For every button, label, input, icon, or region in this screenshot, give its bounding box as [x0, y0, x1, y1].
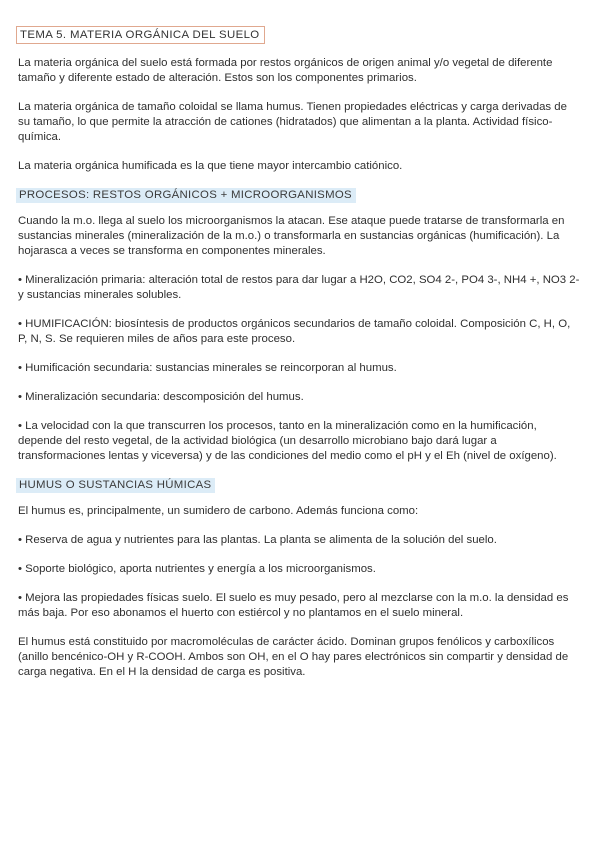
document-title: TEMA 5. MATERIA ORGÁNICA DEL SUELO [16, 26, 265, 44]
bullet-paragraph: • Mejora las propiedades físicas suelo. El suelo es muy pesado, pero al mezclarse con la m.o. la densidad es más baja. Por eso abonamos el huerto con estiércol y no plantamos en el suelo mineral. [18, 592, 569, 619]
paragraph: La materia orgánica de tamaño coloidal se llama humus. Tienen propiedades eléctricas y carga derivadas de su tamaño, lo que permite la atracción de cationes (hidratados) que alimentan a la planta. Actividad físico-química. [18, 101, 567, 143]
bullet-paragraph: • Humificación secundaria: sustancias minerales se reincorporan al humus. [18, 362, 397, 374]
section-heading-procesos: PROCESOS: RESTOS ORGÁNICOS + MICROORGANISMOS [16, 188, 356, 203]
bullet-paragraph: • Mineralización secundaria: descomposición del humus. [18, 391, 304, 403]
paragraph: El humus está constituido por macromoléculas de carácter ácido. Dominan grupos fenólicos y carboxílicos (anillo bencénico-OH y R-COOH. Ambos son OH, en el O hay pares electrónicos sin compartir y densidad de carga negativa. En el H la densidad de carga es positiva. [18, 636, 569, 678]
bullet-paragraph: • Mineralización primaria: alteración total de restos para dar lugar a H2O, CO2, SO4 2-, PO4 3-, NH4 +, NO3 2- y sustancias minerales solubles. [18, 274, 580, 301]
bullet-paragraph: • Reserva de agua y nutrientes para las plantas. La planta se alimenta de la solución del suelo. [18, 534, 497, 546]
paragraph: La materia orgánica del suelo está formada por restos orgánicos de origen animal y/o vegetal de diferente tamaño y diferente estado de alteración. Estos son los componentes primarios. [18, 57, 553, 84]
bullet-paragraph: • HUMIFICACIÓN: biosíntesis de productos orgánicos secundarios de tamaño coloidal. Composición C, H, O, P, N, S. Se requieren miles de años para este proceso. [18, 318, 571, 345]
bullet-paragraph: • La velocidad con la que transcurren los procesos, tanto en la mineralización como en la humificación, depende del resto vegetal, de la actividad biológica (un desarrollo microbiano bajo dará lugar a transformaciones lentas y viceversa) y de las condiciones del medio como el pH y el Eh (nivel de oxígeno). [18, 420, 557, 462]
document-page [18, 26, 580, 694]
section-heading-humus: HUMUS O SUSTANCIAS HÚMICAS [16, 478, 215, 493]
paragraph: El humus es, principalmente, un sumidero de carbono. Además funciona como: [18, 505, 419, 517]
paragraph: La materia orgánica humificada es la que tiene mayor intercambio catiónico. [18, 160, 403, 172]
paragraph: Cuando la m.o. llega al suelo los microorganismos la atacan. Ese ataque puede tratarse de transformarla en sustancias minerales (mineralización de la m.o.) o transformarla en sustancias orgánicas (humificación). La hojarasca a veces se transforma en componentes minerales. [18, 215, 565, 257]
bullet-paragraph: • Soporte biológico, aporta nutrientes y energía a los microorganismos. [18, 563, 376, 575]
